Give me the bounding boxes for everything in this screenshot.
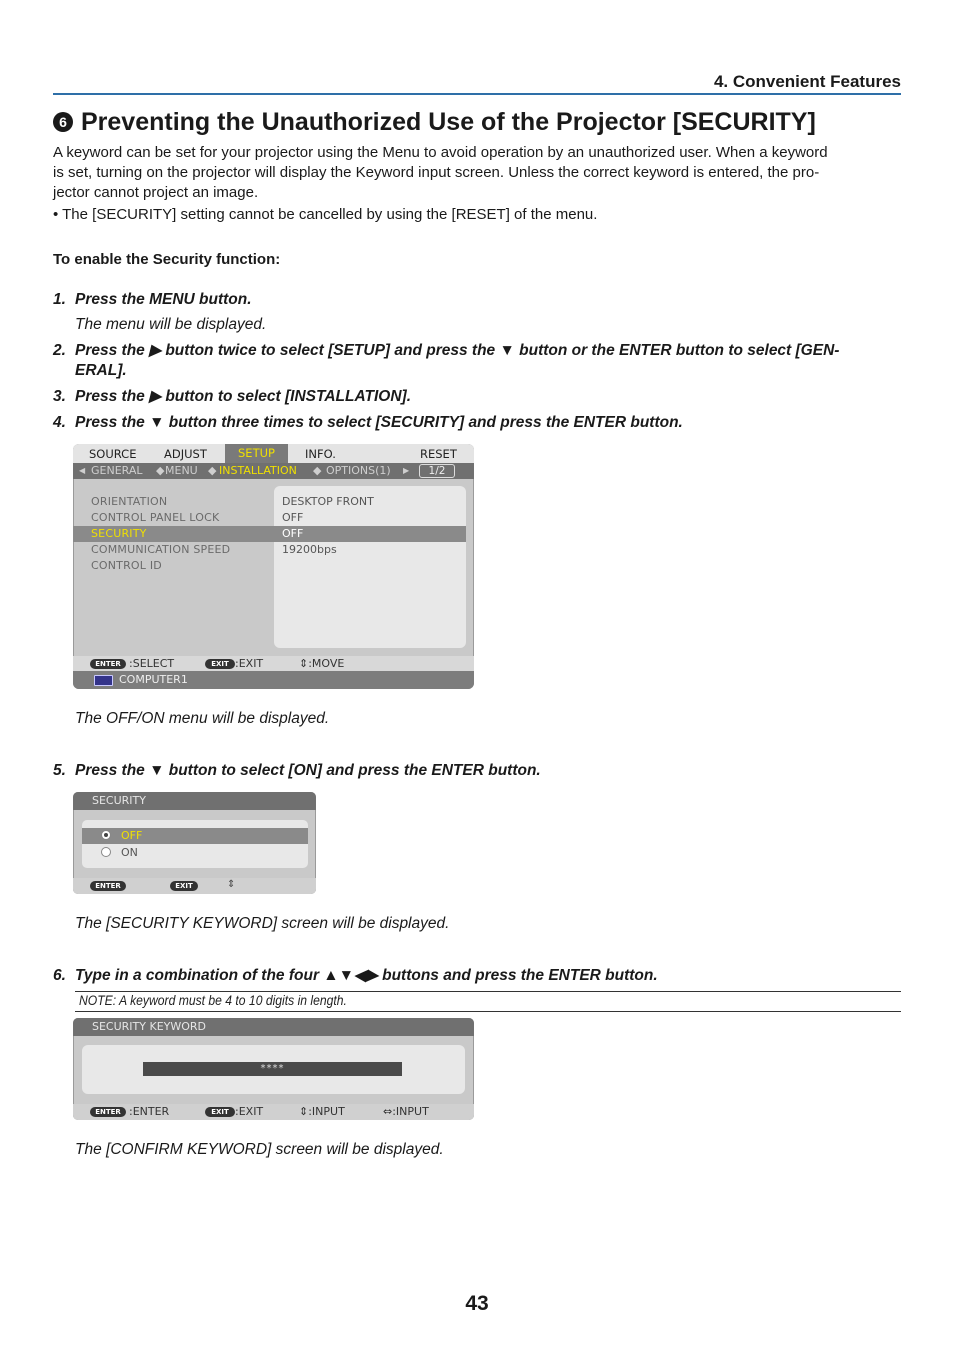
enter-key-icon: ENTER <box>90 659 126 669</box>
subtab-menu[interactable]: MENU <box>165 464 198 477</box>
keyword-input-field[interactable]: **** <box>143 1062 402 1076</box>
enter-key-icon: ENTER <box>90 1107 126 1117</box>
option-on[interactable]: ON <box>121 846 138 859</box>
exit-key-icon: EXIT <box>205 1107 235 1117</box>
tab-info[interactable]: INFO. <box>305 447 336 461</box>
step-number: 3. <box>53 388 66 405</box>
source-bar <box>73 671 474 689</box>
footer-input-label: ⇕:INPUT <box>299 1105 345 1118</box>
source-name: COMPUTER1 <box>119 673 188 686</box>
page-title <box>53 108 816 137</box>
value-communication-speed: 19200bps <box>282 543 337 556</box>
step-3 <box>53 387 903 407</box>
footer-select-label: :SELECT <box>129 657 175 670</box>
value-control-panel-lock: OFF <box>282 511 304 524</box>
subheading: To enable the Security function: <box>53 251 281 268</box>
step-text: Type in a combination of the four ▲▼◀▶ buttons and press the ENTER button. <box>75 967 658 984</box>
security-keyword-screenshot <box>73 1018 474 1120</box>
menu-row-control-id[interactable]: CONTROL ID <box>91 559 162 572</box>
intro-line: is set, turning on the projector will display the Keyword input screen. Unless the correct keyword is entered, the pro- <box>53 164 820 181</box>
step-1 <box>53 290 903 310</box>
section-number-badge: 6 <box>53 112 73 132</box>
computer-monitor-icon <box>94 675 113 686</box>
step-text: Press the ▼ button three times to select [SECURITY] and press the ENTER button. <box>75 414 683 431</box>
menu-row-communication-speed[interactable]: COMMUNICATION SPEED <box>91 543 231 556</box>
menu-title-bar <box>73 792 316 810</box>
step-number: 1. <box>53 291 66 308</box>
security-menu-screenshot <box>73 792 316 894</box>
step-text: Press the MENU button. <box>75 291 252 308</box>
menu-title-bar <box>73 1018 474 1036</box>
up-down-arrow-icon: ⇕ <box>227 879 236 890</box>
page-number: 43 <box>465 1292 489 1315</box>
intro-paragraph <box>53 143 903 203</box>
selection-highlight <box>82 828 308 844</box>
tab-source[interactable]: SOURCE <box>89 447 137 461</box>
subtab-installation[interactable]: INSTALLATION <box>219 464 297 477</box>
step-number: 4. <box>53 414 66 431</box>
step-4-note: The OFF/ON menu will be displayed. <box>75 710 330 727</box>
header-rule <box>53 93 901 95</box>
subtab-right-arrow-icon[interactable]: ▶ <box>403 466 410 475</box>
tab-setup[interactable]: SETUP <box>225 444 288 463</box>
enter-key-icon: ENTER <box>90 881 126 891</box>
value-orientation: DESKTOP FRONT <box>282 495 374 508</box>
step-number: 5. <box>53 762 66 779</box>
bullet-icon: ◆ <box>156 464 165 477</box>
value-security: OFF <box>282 527 304 540</box>
step-text-continued: ERAL]. <box>75 362 127 379</box>
subtab-left-arrow-icon[interactable]: ◀ <box>79 466 86 475</box>
subtab-general[interactable]: GENERAL <box>91 464 143 477</box>
step-5 <box>53 761 903 781</box>
intro-line: jector cannot project an image. <box>53 184 259 201</box>
keyword-panel <box>82 1045 465 1094</box>
exit-key-icon: EXIT <box>205 659 235 669</box>
footer-exit-label: :EXIT <box>235 1105 264 1118</box>
bullet-icon: ◆ <box>208 464 217 477</box>
tab-reset[interactable]: RESET <box>420 447 457 461</box>
step-text: Press the ▶ button twice to select [SETUP] and press the ▼ button or the ENTER button to select [GEN- <box>75 342 840 359</box>
step-1-note: The menu will be displayed. <box>75 316 267 333</box>
step-4 <box>53 413 903 433</box>
menu-row-orientation[interactable]: ORIENTATION <box>91 495 168 508</box>
menu-footer <box>73 878 316 894</box>
subtab-options[interactable]: OPTIONS(1) <box>326 464 391 477</box>
menu-row-control-panel-lock[interactable]: CONTROL PANEL LOCK <box>91 511 220 524</box>
footer-move-label: ⇕:MOVE <box>299 657 345 670</box>
option-off[interactable]: OFF <box>121 829 143 842</box>
menu-title: SECURITY KEYWORD <box>92 1020 207 1033</box>
page-indicator: 1/2 <box>419 464 455 478</box>
menu-subtabs <box>73 463 474 479</box>
bullet-icon: ◆ <box>313 464 322 477</box>
intro-bullet: • The [SECURITY] setting cannot be cancelled by using the [RESET] of the menu. <box>53 206 598 223</box>
title-text: Preventing the Unauthorized Use of the Projector [SECURITY] <box>81 108 816 136</box>
note-text: NOTE: A keyword must be 4 to 10 digits in length. <box>79 993 347 1008</box>
step-text: Press the ▼ button to select [ON] and press the ENTER button. <box>75 762 541 779</box>
exit-key-icon: EXIT <box>170 881 198 891</box>
step-6 <box>53 966 903 986</box>
step-number: 6. <box>53 967 66 984</box>
menu-row-security[interactable]: SECURITY <box>91 527 147 540</box>
setup-menu-screenshot <box>73 444 474 689</box>
menu-title: SECURITY <box>92 794 146 807</box>
menu-footer <box>73 656 474 671</box>
tab-adjust[interactable]: ADJUST <box>164 447 207 461</box>
step-5-note: The [SECURITY KEYWORD] screen will be displayed. <box>75 915 450 932</box>
note-box <box>75 991 901 1012</box>
step-6-note: The [CONFIRM KEYWORD] screen will be displayed. <box>75 1141 444 1158</box>
menu-tabs <box>73 444 474 463</box>
radio-on-icon[interactable] <box>101 847 111 857</box>
footer-input-label-2: ⇔:INPUT <box>383 1105 429 1118</box>
step-number: 2. <box>53 342 66 359</box>
section-header: 4. Convenient Features <box>713 72 901 91</box>
menu-footer <box>73 1104 474 1120</box>
step-text: Press the ▶ button to select [INSTALLATION]. <box>75 388 411 405</box>
footer-exit-label: :EXIT <box>235 657 264 670</box>
intro-line: A keyword can be set for your projector using the Menu to avoid operation by an unauthorized user. When a keyword <box>53 144 828 161</box>
step-2 <box>53 341 903 381</box>
footer-enter-label: :ENTER <box>129 1105 170 1118</box>
radio-dot-icon <box>104 833 108 837</box>
